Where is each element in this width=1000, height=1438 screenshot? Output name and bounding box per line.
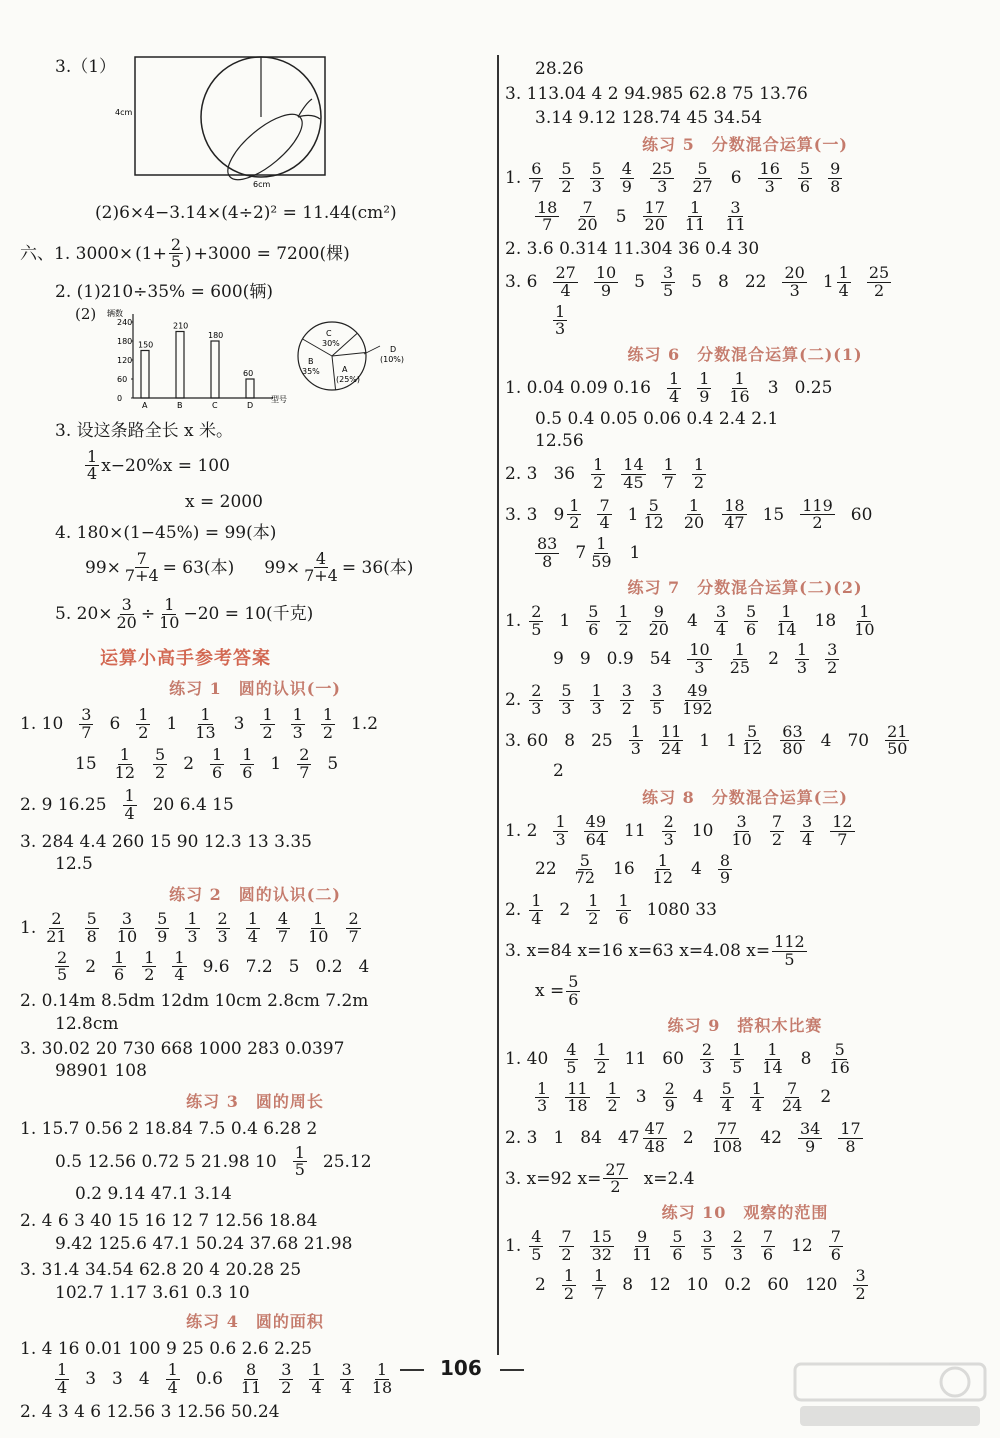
bar-tick-label: 60 xyxy=(117,374,128,384)
p3-line7: 102.7 1.17 3.61 0.3 10 xyxy=(55,1282,250,1303)
diagram-side-label: 4cm xyxy=(115,108,133,117)
pie-pct-d: (10%) xyxy=(380,354,405,364)
p2-line3: 2. 0.14m 8.5dm 12dm 10cm 2.8cm 7.2m xyxy=(20,991,369,1012)
pie-label-a: A xyxy=(342,364,348,374)
pie-label-c: C xyxy=(326,328,332,338)
q3-label: 3.（1） xyxy=(55,57,117,77)
p8-line4: 3. x=84 x=16 x=63 x=4.08 x= $\frac{112}{5}$ xyxy=(505,931,805,969)
bar-value-label: 150 xyxy=(138,340,154,350)
pie-pct-a: (25%) xyxy=(336,374,361,384)
pie-slice-boundary xyxy=(332,356,336,390)
p5-line4: 3. 6 $\frac{27}{4}$ $\frac{10}{9}$ 5 $\frac{3}{5}$ 5 8 22 $\frac{20}{3}$ 1 $\frac{1}{4}$ $\frac{25}{2}$ xyxy=(505,262,890,300)
r-line3: 3.14 9.12 128.74 45 34.54 xyxy=(535,108,763,129)
p9-line4: 3. x=92 x= $\frac{27}{2}$ x=2.4 xyxy=(505,1159,695,1197)
p7-line3: 2. $\frac{2}{3}$ $\frac{5}{3}$ $\frac{1}{3}$ $\frac{3}{2}$ $\frac{3}{5}$ $\frac{49}{192}$ xyxy=(505,681,713,718)
s6-1-suffix: +3000 = 7200(棵) xyxy=(193,243,350,264)
p3-line4: 2. 4 6 3 40 15 16 12 7 12.56 18.84 xyxy=(20,1210,318,1231)
sec-3-title: 练习 3 圆的周长 xyxy=(186,1091,324,1111)
bar xyxy=(246,379,254,398)
page-number: 106 xyxy=(440,1356,482,1380)
p9-line2: $\frac{1}{3}$ $\frac{11}{18}$ $\frac{1}{2}$ 3 $\frac{2}{9}$ 4 $\frac{5}{4}$ $\frac{1}{4}$ $\frac{7}{24}$ 2 xyxy=(537,1078,832,1116)
p3-line2: 0.5 12.56 0.72 5 21.98 10 $\frac{1}{5}$ 25.12 xyxy=(55,1142,372,1180)
p1-line4: 3. 284 4.4 260 15 90 12.3 13 3.35 xyxy=(20,831,312,852)
bar-chart xyxy=(105,306,285,414)
p5-line3: 2. 3.6 0.314 11.304 36 0.4 30 xyxy=(505,239,760,260)
p4-line3: 2. 4 3 4 6 12.56 3 12.56 50.24 xyxy=(20,1401,280,1422)
s6-5: 5. 20× $\frac{3}{20}$ ÷ $\frac{1}{10}$ −20 = 10(千克) xyxy=(55,595,314,633)
bar-category-label: D xyxy=(247,400,254,410)
p4-line2: $\frac{1}{4}$ 3 3 4 $\frac{1}{4}$ 0.6 $\frac{8}{11}$ $\frac{3}{2}$ $\frac{1}{4}$ $\frac{3}{4}$ $\frac{1}{18}$ xyxy=(57,1360,393,1398)
p5-line5: $\frac{1}{3}$ xyxy=(555,301,566,339)
diagram-bottom-label: 6cm xyxy=(253,180,271,189)
p1-line1: 1. 10 $\frac{3}{7}$ 6 $\frac{1}{2}$ 1 $\frac{1}{13}$ 3 $\frac{1}{2}$ $\frac{1}{3}$ $\frac{1}{2}$ 1.2 xyxy=(20,704,379,742)
pie-pct-c: 30% xyxy=(322,338,340,348)
p7-line1: 1. $\frac{2}{5}$ 1 $\frac{5}{6}$ $\frac{1}{2}$ $\frac{9}{20}$ 4 $\frac{3}{4}$ $\frac{5}{6}$ $\frac{1}{14}$ 18 $\frac{1}{10}$ xyxy=(505,601,875,639)
s6-2-charts xyxy=(65,302,490,414)
pie-label-d: D xyxy=(390,344,397,354)
p3-line3: 0.2 9.14 47.1 3.14 xyxy=(75,1184,232,1205)
pie-label-b: B xyxy=(308,356,314,366)
big-title: 运算小高手参考答案 xyxy=(100,647,271,669)
bar-category-label: B xyxy=(177,400,183,410)
p3-line6: 3. 31.4 34.54 62.8 20 4 20.28 25 xyxy=(20,1260,302,1281)
p7-line2: 9 9 0.9 54 $\frac{10}{3}$ $\frac{1}{25}$ 2 $\frac{1}{3}$ $\frac{3}{2}$ xyxy=(553,640,838,678)
bar-value-label: 210 xyxy=(173,321,189,331)
p6-line6: $\frac{83}{8}$ 7 $\frac{1}{59}$ 1 xyxy=(537,534,641,572)
p6-line4: 2. 3 36 $\frac{1}{2}$ $\frac{14}{45}$ $\frac{1}{7}$ $\frac{1}{2}$ xyxy=(505,455,705,492)
p7-line5: 2 xyxy=(553,761,564,782)
p6-line5: 3. 3 9 $\frac{1}{2}$ $\frac{7}{4}$ 1 $\frac{5}{12}$ $\frac{1}{20}$ $\frac{18}{47}$ 15 $\frac{119}{2}$ 60 xyxy=(505,495,873,533)
watermark-logo xyxy=(790,1360,990,1430)
s6-4-ab: 99× $\frac{7}{7+4}$ = 63(本) 99× $\frac{4}{7+4}$ = 36(本) xyxy=(85,548,414,586)
p8-line1: 1. 2 $\frac{1}{3}$ $\frac{49}{64}$ 11 $\frac{2}{3}$ 10 $\frac{3}{10}$ $\frac{7}{2}$ $\frac{3}{4}$ $\frac{12}{7}$ xyxy=(505,811,853,849)
s6-1: 六、1. 3000× (1+ $\frac{2}{5}$ ) +3000 = 7200(棵) xyxy=(20,234,350,272)
q3-diagram-block xyxy=(20,50,490,190)
r-line1: 28.26 xyxy=(535,59,584,79)
p5-line2: $\frac{18}{7}$ $\frac{7}{20}$ 5 $\frac{17}{20}$ $\frac{1}{11}$ $\frac{3}{11}$ xyxy=(537,197,746,235)
p1-line5: 12.5 xyxy=(55,854,93,875)
sec-4-title: 练习 4 圆的面积 xyxy=(186,1311,324,1331)
s6-3: 3. 设这条路全长 x 米。 xyxy=(55,420,234,441)
sec-2-title: 练习 2 圆的认识(二) xyxy=(169,884,341,904)
column-divider xyxy=(497,55,499,1355)
p9-line3: 2. 3 1 84 47 $\frac{47}{48}$ 2 $\frac{77}{108}$ 42 $\frac{34}{9}$ $\frac{17}{8}$ xyxy=(505,1119,861,1156)
footer-dash-right xyxy=(500,1369,524,1371)
p4-line1: 1. 4 16 0.01 100 9 25 0.6 2.6 2.25 xyxy=(20,1338,312,1359)
p6-line2: 0.5 0.4 0.05 0.06 0.4 2.4 2.1 xyxy=(535,408,779,429)
p6-line1: 1. 0.04 0.09 0.16 $\frac{1}{4}$ $\frac{1}{9}$ $\frac{1}{16}$ 3 0.25 xyxy=(505,369,833,406)
left-column xyxy=(20,50,490,1422)
p1-line2: 15 $\frac{1}{12}$ $\frac{5}{2}$ 2 $\frac{1}{6}$ $\frac{1}{6}$ 1 $\frac{2}{7}$ 5 xyxy=(75,745,339,783)
sec-7-title: 练习 7 分数混合运算(二)(2) xyxy=(627,577,863,597)
p2-line4: 12.8cm xyxy=(55,1013,119,1034)
bar-value-label: 60 xyxy=(243,368,254,378)
r-line2: 3. 113.04 4 2 94.985 62.8 75 13.76 xyxy=(505,83,808,104)
p3-line5: 9.42 125.6 47.1 50.24 37.68 21.98 xyxy=(55,1233,353,1254)
bar-tick-label: 180 xyxy=(117,336,133,346)
pie-leader-d xyxy=(364,346,380,354)
sec-9-title: 练习 9 搭积木比赛 xyxy=(667,1015,823,1035)
bar-x-title: 型号 xyxy=(271,394,287,404)
bar-tick-label: 0 xyxy=(117,393,123,403)
s6-2-1: 2. (1)210÷35% = 600(辆) xyxy=(55,282,273,303)
bar xyxy=(141,350,149,398)
s6-2-2: (2) xyxy=(75,304,97,323)
pie-pct-b: 35% xyxy=(302,366,320,376)
p10-line2: 2 $\frac{1}{2}$ $\frac{1}{7}$ 8 12 10 0.2 60 120 $\frac{3}{2}$ xyxy=(535,1265,866,1303)
s6-4: 4. 180×(1−45%) = 99(本) xyxy=(55,522,277,543)
p8-line2: 22 $\frac{5}{72}$ 16 $\frac{1}{12}$ 4 $\frac{8}{9}$ xyxy=(535,850,731,888)
p6-line3: 12.56 xyxy=(535,431,584,452)
p5-line1: 1. $\frac{6}{7}$ $\frac{5}{2}$ $\frac{5}{3}$ $\frac{4}{9}$ $\frac{25}{3}$ $\frac{5}{27}$ 6 $\frac{16}{3}$ $\frac{5}{6}$ $\frac{9}{8}$ xyxy=(505,159,841,196)
p9-line1: 1. 40 $\frac{4}{5}$ $\frac{1}{2}$ 11 60 $\frac{2}{3}$ $\frac{1}{5}$ $\frac{1}{14}$ 8 $\frac{5}{16}$ xyxy=(505,1039,850,1077)
bar-y-title: 辆数 xyxy=(107,308,123,318)
sec-8-title: 练习 8 分数混合运算(三) xyxy=(642,787,848,807)
bar-tick-label: 240 xyxy=(117,317,133,327)
sec-6-title: 练习 6 分数混合运算(二)(1) xyxy=(627,345,863,365)
bar xyxy=(211,341,219,398)
s6-1-prefix: 六、1. 3000× xyxy=(20,243,134,264)
p7-line4: 3. 60 8 25 $\frac{1}{3}$ $\frac{11}{24}$ 1 1 $\frac{5}{12}$ $\frac{63}{80}$ 4 70 $\frac{21}{50}$ xyxy=(505,721,908,759)
s6-3-sol: x = 2000 xyxy=(185,492,263,513)
s6-3-eq: $\frac{1}{4}$ x−20%x = 100 xyxy=(87,446,230,484)
sec-10-title: 练习 10 观察的范围 xyxy=(661,1203,829,1223)
circle-diagram xyxy=(115,55,330,190)
p2-line2: $\frac{2}{5}$ 2 $\frac{1}{6}$ $\frac{1}{2}$ $\frac{1}{4}$ 9.6 7.2 5 0.2 4 xyxy=(57,947,370,985)
pie-slice-boundary xyxy=(332,352,366,356)
p1-line3: 2. 9 16.25 $\frac{1}{4}$ 20 6.4 15 xyxy=(20,786,234,823)
bar-category-label: C xyxy=(212,400,218,410)
bar xyxy=(176,331,184,398)
p2-line5: 3. 30.02 20 730 668 1000 283 0.0397 xyxy=(20,1038,345,1059)
right-column xyxy=(505,50,985,1302)
p8-line3: 2. $\frac{1}{4}$ 2 $\frac{1}{2}$ $\frac{1}{6}$ 1080 33 xyxy=(505,891,717,928)
bar-tick-label: 120 xyxy=(117,355,133,365)
p10-line1: 1. $\frac{4}{5}$ $\frac{7}{2}$ $\frac{15}{32}$ $\frac{9}{11}$ $\frac{5}{6}$ $\frac{3}{5}$ $\frac{2}{3}$ $\frac{7}{6}$ 12 $\frac{7}{6}$ xyxy=(505,1227,841,1265)
p2-line6: 98901 108 xyxy=(55,1061,147,1082)
sec-1-title: 练习 1 圆的认识(一) xyxy=(169,678,341,698)
bar-value-label: 180 xyxy=(208,330,224,340)
sec-5-title: 练习 5 分数混合运算(一) xyxy=(642,135,848,155)
pie-chart xyxy=(290,306,420,414)
p2-line1: 1. $\frac{2}{21}$ $\frac{5}{8}$ $\frac{3}{10}$ $\frac{5}{9}$ $\frac{1}{3}$ $\frac{2}{3}$ $\frac{1}{4}$ $\frac{4}{7}$ $\frac{1}{10}$ $\frac{2}{7}$ xyxy=(20,908,359,946)
p8-line5: x = $\frac{5}{6}$ xyxy=(535,972,579,1010)
q3-2: (2)6×4−3.14×(4÷2)² = 11.44(cm²) xyxy=(95,203,397,223)
footer-dash-left xyxy=(400,1369,424,1371)
p3-line1: 1. 15.7 0.56 2 18.84 7.5 0.4 6.28 2 xyxy=(20,1118,318,1139)
bar-category-label: A xyxy=(142,400,148,410)
